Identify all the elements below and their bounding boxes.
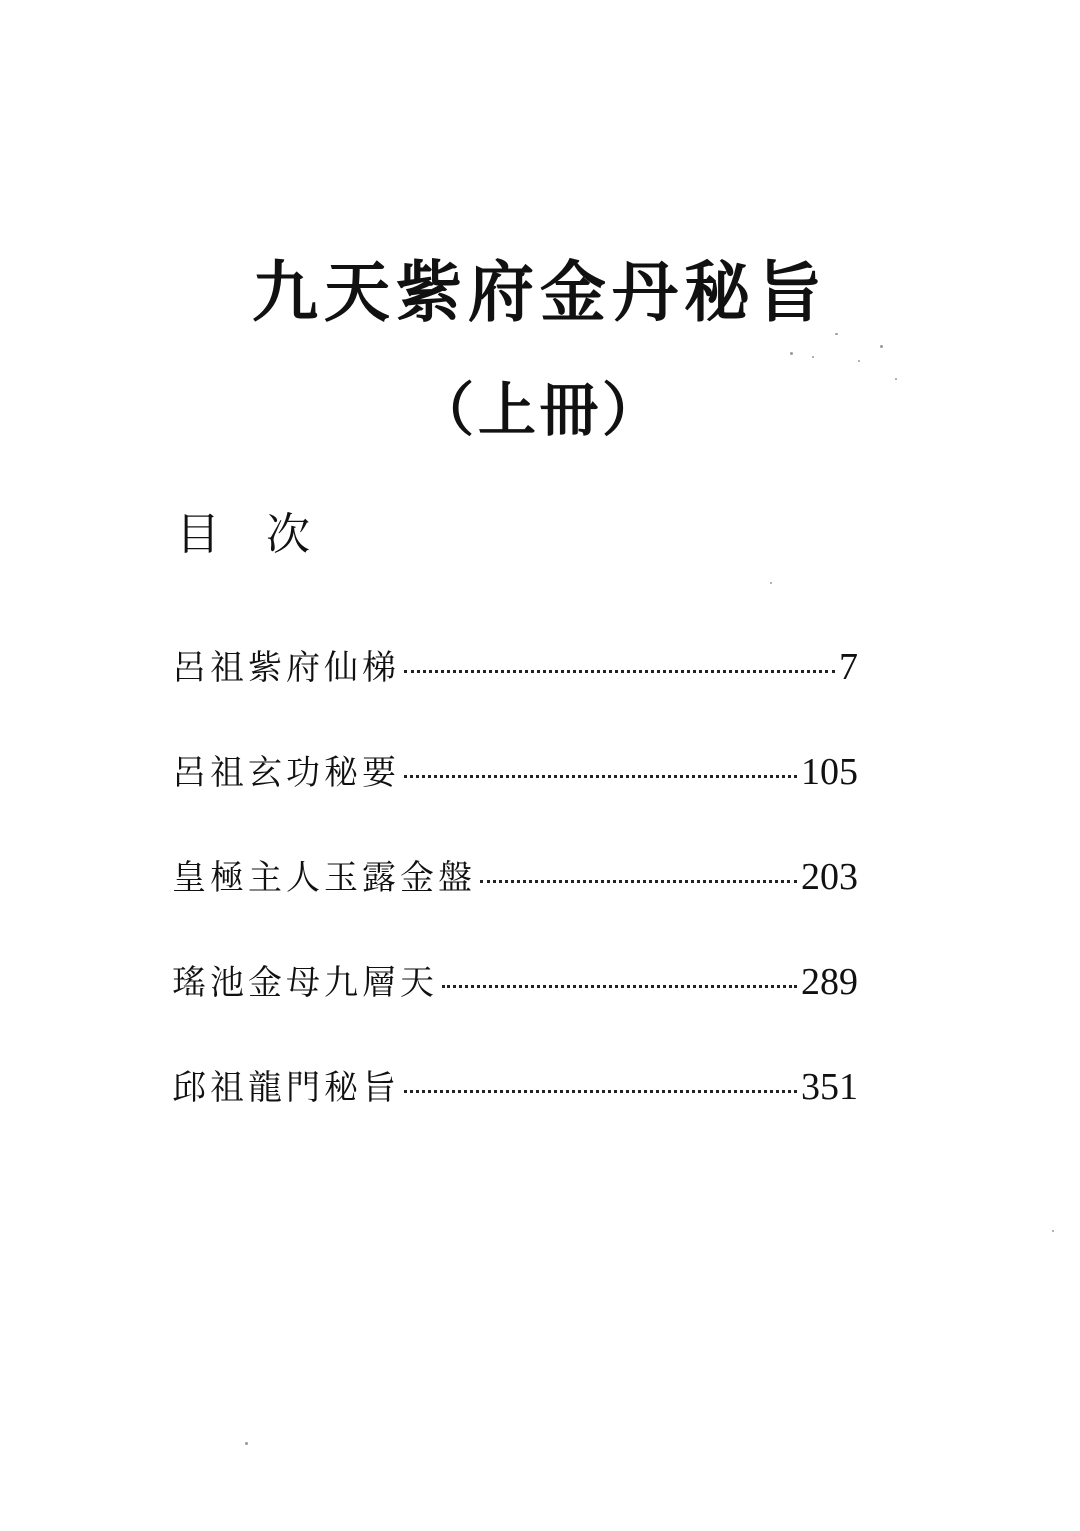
toc-entry (172, 632, 858, 737)
toc-entry-label: 邱祖龍門秘旨 (172, 1068, 400, 1108)
scan-speck (1052, 1230, 1054, 1232)
toc-entry-page: 105 (801, 751, 858, 793)
volume-label: （上冊） (415, 376, 664, 444)
scan-speck (835, 333, 838, 335)
toc-dot-leader (404, 670, 835, 673)
table-of-contents (172, 632, 858, 1157)
toc-entry-label: 皇極主人玉露金盤 (172, 858, 476, 898)
scan-speck (770, 582, 772, 584)
toc-entry-label: 呂祖玄功秘要 (172, 753, 400, 793)
toc-entry-label: 瑤池金母九層天 (172, 963, 438, 1003)
scan-speck (880, 345, 883, 348)
toc-entry-label: 呂祖紫府仙梯 (172, 648, 400, 688)
toc-entry-page: 7 (839, 646, 858, 688)
toc-entry-page: 289 (801, 961, 858, 1003)
toc-entry-page: 203 (801, 856, 858, 898)
scan-speck (812, 356, 814, 358)
scan-speck (245, 1442, 248, 1445)
toc-heading: 目 次 (176, 509, 326, 560)
book-title: 九天紫府金丹秘旨 (252, 254, 828, 331)
scan-speck (790, 352, 793, 355)
toc-entry (172, 737, 858, 842)
toc-entry (172, 1052, 858, 1157)
toc-entry-page: 351 (801, 1066, 858, 1108)
toc-dot-leader (480, 880, 797, 883)
toc-entry (172, 947, 858, 1052)
scan-speck (895, 378, 897, 380)
toc-dot-leader (442, 985, 797, 988)
scan-speck (858, 360, 860, 362)
toc-dot-leader (404, 1090, 797, 1093)
toc-dot-leader (404, 775, 797, 778)
toc-entry (172, 842, 858, 947)
